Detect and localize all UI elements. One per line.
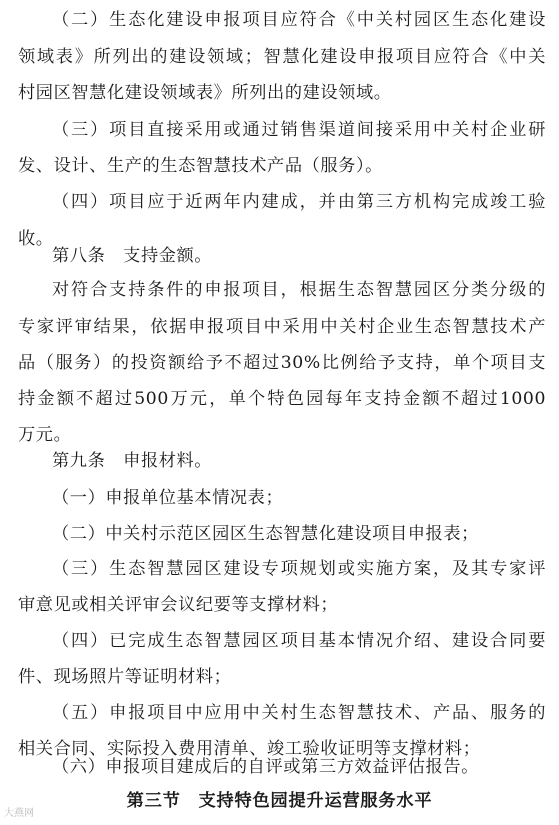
- section-heading: 第三节 支持特色园提升运营服务水平: [126, 791, 433, 811]
- paragraph-line: （三）项目直接采用或通过销售渠道间接采用中关村企业研: [52, 120, 546, 140]
- paragraph-line: 持金额不超过500万元，单个特色园每年支持金额不超过1000: [18, 389, 546, 409]
- paragraph-line: 相关合同、实际投入费用清单、竣工验收证明等支撑材料；: [18, 739, 481, 759]
- paragraph-line: 件、现场照片等证明材料；: [18, 667, 232, 687]
- article-heading: 第八条 支持金额。: [52, 246, 213, 266]
- list-item: （四）已完成生态智慧园区项目基本情况介绍、建设合同要: [52, 631, 546, 651]
- watermark: 大燕网: [4, 808, 34, 819]
- list-item: （五）申报项目中应用中关村生态智慧技术、产品、服务的: [52, 703, 546, 723]
- paragraph-line: 对符合支持条件的申报项目，根据生态智慧园区分类分级的: [52, 280, 546, 300]
- list-item: （六）申报项目建成后的自评或第三方效益评估报告。: [52, 757, 479, 777]
- paragraph-line: 发、设计、生产的生态智慧技术产品（服务）。: [18, 156, 383, 176]
- paragraph-line: 品（服务）的投资额给予不超过30%比例给予支持，单个项目支: [18, 353, 546, 373]
- list-item: （二）中关村示范区园区生态智慧化建设项目申报表；: [52, 524, 479, 544]
- paragraph-line: 领域表》所列出的建设领域；智慧化建设申报项目应符合《中关: [18, 47, 546, 67]
- paragraph-line: 审意见或相关评审会议纪要等支撑材料；: [18, 595, 339, 615]
- article-heading: 第九条 申报材料。: [52, 451, 213, 471]
- paragraph-line: （四）项目应于近两年内建成，并由第三方机构完成竣工验: [52, 192, 546, 212]
- paragraph-line: 专家评审结果，依据申报项目中采用中关村企业生态智慧技术产: [18, 317, 546, 337]
- paragraph-line: （二）生态化建设申报项目应符合《中关村园区生态化建设: [52, 10, 546, 30]
- list-item: （一）申报单位基本情况表；: [52, 488, 284, 508]
- list-item: （三）生态智慧园区建设专项规划或实施方案，及其专家评: [52, 559, 546, 579]
- paragraph-line: 万元。: [18, 425, 72, 445]
- paragraph-line: 村园区智慧化建设领域表》所列出的建设领域。: [18, 83, 392, 103]
- paragraph-line: 收。: [18, 229, 54, 249]
